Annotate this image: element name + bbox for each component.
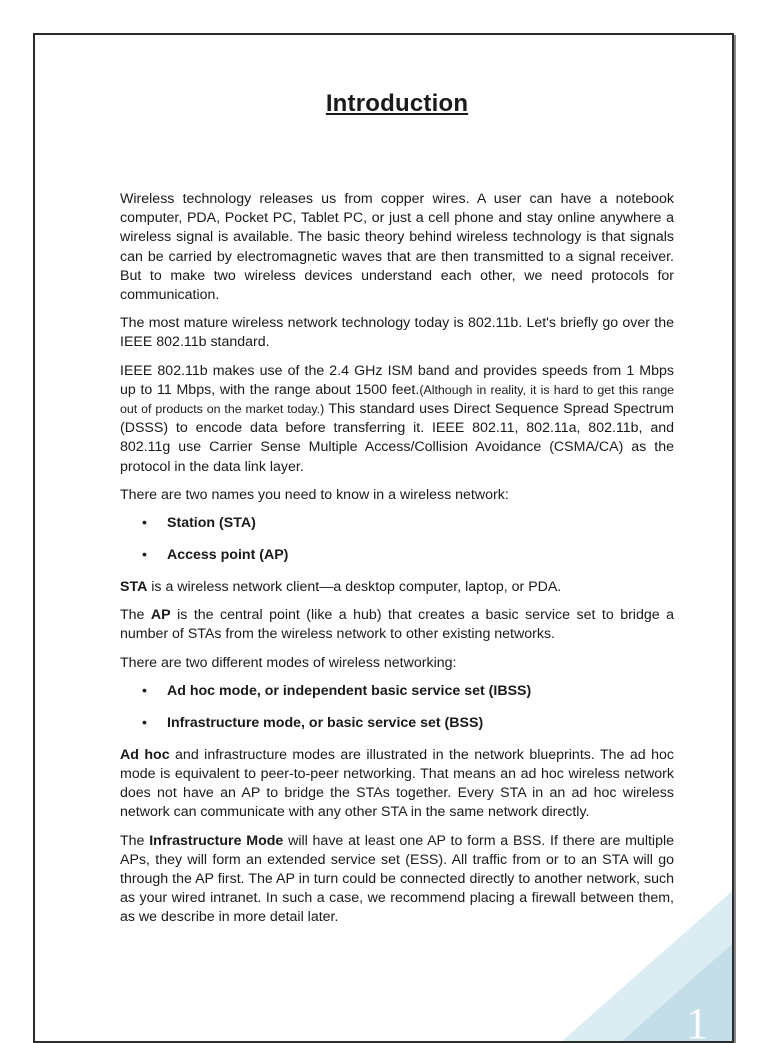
list-item <box>120 682 674 701</box>
paragraph-two-modes: There are two different modes of wireless networking: <box>120 654 457 671</box>
page-number: 1 <box>686 999 708 1041</box>
paragraph-ieee-part2: This standard uses Direct Sequence Spread Spectrum (DSSS) to encode data before transferring it. IEEE 802.11, 802.11a, 802.11b, and 802.11g use Carrier Sense Multiple Access/Collision Avoidance (CSMA/CA) as the protocol in the data link layer. <box>120 401 674 475</box>
bullet-icon: • <box>142 515 147 532</box>
paragraph-infrastructure <box>120 832 674 928</box>
list-item-text: Access point (AP) <box>167 547 289 564</box>
paragraph-infra-text: will have at least one AP to form a BSS. If there are multiple APs, they will form an extended service set (ESS). All traffic from or to an STA will go through the AP first. The AP in turn could be connected directly to another network, such as your wired intranet. In such a case, we recommend placing a firewall between them, as we describe in more detail later. <box>120 832 674 926</box>
paragraph-ap <box>120 606 674 644</box>
list-item-text: Station (STA) <box>167 515 256 532</box>
paragraph-infra-pre: The <box>120 832 150 849</box>
list-item <box>120 714 674 733</box>
page-title: Introduction <box>325 90 469 117</box>
list-item <box>120 546 674 565</box>
paragraph-ad-hoc <box>120 746 674 823</box>
paragraph-two-names: There are two names you need to know in a wireless network: <box>120 486 509 503</box>
paragraph-sta-text: is a wireless network client—a desktop computer, laptop, or PDA. <box>147 579 562 596</box>
corner-triangle-dark <box>622 944 732 1041</box>
paragraph-ieee-note: (Although in reality, it is hard to get this range out of products on the market today.) <box>120 382 674 417</box>
list-item-text: Ad hoc mode, or independent basic service set (IBSS) <box>167 682 532 699</box>
list-item-text: Infrastructure mode, or basic service set (BSS) <box>167 714 484 731</box>
bullet-icon: • <box>142 682 147 699</box>
list-item <box>120 514 674 533</box>
paragraph-ieee-part1: IEEE 802.11b makes use of the 2.4 GHz ISM band and provides speeds from 1 Mbps up to 11 Mbps, with the range about 1500 feet. <box>120 362 674 398</box>
paragraph-80211b: The most mature wireless network technology today is 802.11b. Let's briefly go over the IEEE 802.11b standard. <box>120 315 674 351</box>
paragraph-ad-hoc-text: and infrastructure modes are illustrated in the network blueprints. The ad hoc mode is equivalent to peer-to-peer networking. That means an ad hoc wireless network does not have an AP to bridge the STAs together. Every STA in an ad hoc wireless network can communicate with any other STA in the same network directly. <box>120 746 674 821</box>
paragraph-intro: Wireless technology releases us from copper wires. A user can have a notebook computer, PDA, Pocket PC, Tablet PC, or just a cell phone and stay online anywhere a wireless signal is available. The basic theory behind wireless technology is that signals can be carried by electromagnetic waves that are then transmitted to a signal receiver. But to make two wireless devices understand each other, we need protocols for communication. <box>120 191 674 304</box>
paragraph-ap-text: is the central point (like a hub) that creates a basic service set to bridge a number of STAs from the wireless network to other existing networks. <box>120 607 674 643</box>
paragraph-ap-pre: The <box>120 607 151 624</box>
bullet-icon: • <box>142 547 147 564</box>
term-infrastructure-mode: Infrastructure Mode <box>149 832 284 849</box>
term-ap: AP <box>150 607 171 624</box>
document-body <box>120 90 674 937</box>
paragraph-sta <box>120 578 674 597</box>
paragraph-ieee-details <box>120 362 674 477</box>
bullet-list-names <box>120 514 674 565</box>
term-sta: STA <box>120 579 148 596</box>
term-ad-hoc: Ad hoc <box>120 746 170 763</box>
bullet-list-modes <box>120 682 674 733</box>
bullet-icon: • <box>142 714 147 731</box>
